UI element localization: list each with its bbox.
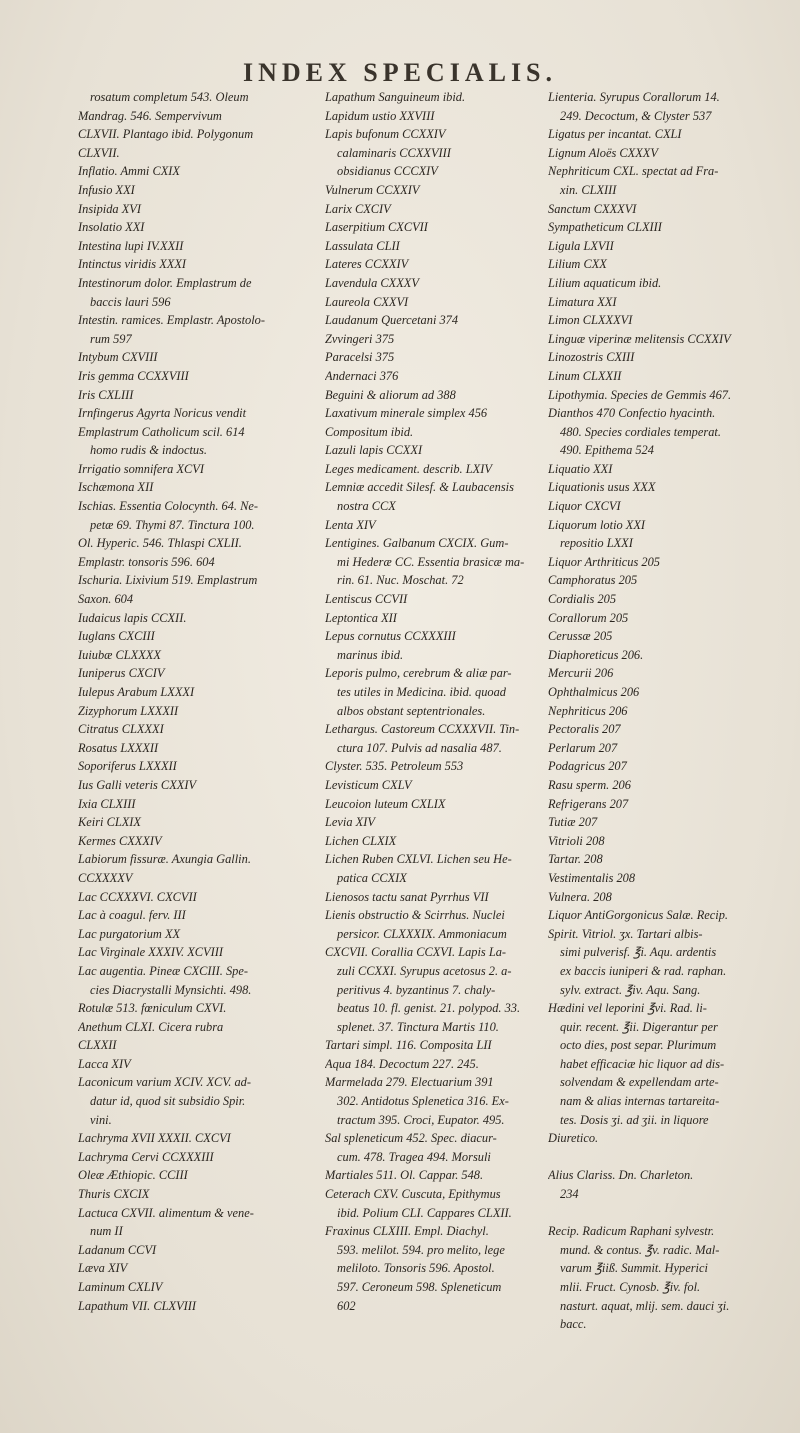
index-entry: Lienis obstructio & Scirrhus. Nuclei: [325, 908, 505, 923]
index-entry: xin. CLXIII: [560, 182, 617, 197]
index-entry: Anethum CLXI. Cicera rubra: [78, 1019, 224, 1034]
index-entry: Insipida XVI: [78, 201, 141, 216]
index-entry: Mandrag. 546. Sempervivum: [78, 108, 222, 123]
index-entry: Infusio XXI: [78, 182, 135, 197]
index-entry: Intestinorum dolor. Emplastrum de: [78, 275, 252, 290]
index-entry: nostra CCX: [337, 499, 396, 514]
index-column-middle: [325, 88, 555, 1315]
index-entry: rin. 61. Nuc. Moschat. 72: [337, 573, 464, 588]
index-column-left: [78, 88, 318, 1315]
index-entry: Zvvingeri 375: [325, 331, 395, 346]
index-entry: Leges medicament. describ. LXIV: [325, 461, 492, 476]
index-entry: Leporis pulmo, cerebrum & aliæ par-: [325, 666, 512, 681]
index-entry: 602: [337, 1298, 356, 1313]
index-entry: marinus ibid.: [337, 647, 404, 662]
index-entry: 593. melilot. 594. pro melito, lege: [337, 1242, 505, 1257]
index-entry: Dianthos 470 Confectio hyacinth.: [548, 406, 716, 421]
index-entry: Læva XIV: [78, 1261, 128, 1276]
index-entry: Lichen CLXIX: [325, 833, 397, 848]
index-entry: repositio LXXI: [560, 536, 633, 551]
index-entry: Camphoratus 205: [548, 573, 638, 588]
index-entry: varum ℥iiß. Summit. Hyperici: [560, 1261, 708, 1276]
index-entry: CLXVII. Plantago ibid. Polygonum: [78, 127, 254, 142]
index-entry: Ischias. Essentia Colocynth. 64. Ne-: [78, 499, 258, 514]
index-entry: Clyster. 535. Petroleum 553: [325, 759, 464, 774]
index-entry: Refrigerans 207: [548, 796, 629, 811]
index-entry: Laserpitium CXCVII: [325, 220, 428, 235]
index-entry: Ladanum CCVI: [78, 1242, 157, 1257]
index-entry: quir. recent. ℥ii. Digerantur per: [560, 1019, 718, 1034]
index-entry: Iulepus Arabum LXXXI: [78, 685, 195, 699]
index-entry: Ius Galli veteris CXXIV: [78, 777, 197, 792]
index-entry: Andernaci 376: [325, 368, 399, 383]
index-entry: rosatum completum 543. Oleum: [90, 90, 249, 104]
index-entry: Vitrioli 208: [548, 833, 605, 848]
index-entry: Larix CXCIV: [325, 201, 391, 216]
index-entry: Insolatio XXI: [78, 220, 145, 235]
index-entry: 597. Ceroneum 598. Spleneticum: [337, 1280, 502, 1294]
index-entry: calaminaris CCXXVIII: [337, 145, 451, 160]
index-entry: Ischæmona XII: [78, 480, 154, 495]
index-entry: Iuniperus CXCIV: [78, 666, 165, 681]
index-entry: persicor. CLXXXIX. Ammoniacum: [337, 926, 507, 941]
index-entry: Lac Virginale XXXIV. XCVIII: [78, 945, 223, 960]
index-entry: Lac purgatorium XX: [78, 926, 181, 941]
index-entry: Intybum CXVIII: [78, 350, 158, 365]
index-entry: Liquatio XXI: [548, 461, 613, 476]
index-entry: 302. Antidotus Splenetica 316. Ex-: [337, 1094, 509, 1109]
index-entry: Soporiferus LXXXII: [78, 759, 177, 774]
index-entry: Iris gemma CCXXVIII: [78, 368, 189, 383]
index-entry: sylv. extract. ℥iv. Aqu. Sang.: [560, 982, 701, 997]
index-entry: Rotulæ 513. fœniculum CXVI.: [78, 1001, 227, 1016]
index-entry: CCXXXXV: [78, 870, 133, 885]
index-entry: nasturt. aquat, mlij. sem. dauci ʒi.: [560, 1298, 730, 1313]
index-entry: Lac à coagul. ferv. III: [78, 908, 186, 923]
index-entry: Ligula LXVII: [548, 238, 614, 253]
index-entry: Lassulata CLII: [325, 238, 400, 253]
index-entry: Zizyphorum LXXXII: [78, 703, 179, 718]
index-entry: mlii. Fruct. Cynosb. ℥iv. fol.: [560, 1280, 701, 1294]
index-entry: Tartari simpl. 116. Composita LII: [325, 1038, 492, 1053]
index-entry: Ixia CLXIII: [78, 796, 136, 811]
index-entry: 490. Epithema 524: [560, 443, 654, 458]
index-entry: Intestin. ramices. Emplastr. Apostolo-: [78, 313, 266, 328]
index-entry: Lapathum Sanguineum ibid.: [325, 90, 466, 104]
index-entry: CLXVII.: [78, 145, 120, 160]
index-entry: Lachryma Cervi CCXXXIII: [78, 1149, 214, 1164]
index-entry: Lazuli lapis CCXXI: [325, 443, 423, 458]
index-entry: Ischuria. Lixivium 519. Emplastrum: [78, 573, 258, 588]
index-entry: [548, 1204, 780, 1223]
index-entry: Sanctum CXXXVI: [548, 201, 637, 216]
index-entry: Ol. Hyperic. 546. Thlaspi CXLII.: [78, 536, 242, 551]
index-entry: cies Diacrystalli Mynsichti. 498.: [90, 982, 252, 997]
index-entry: CXCVII. Corallia CCXVI. Lapis La-: [325, 945, 507, 960]
index-entry: Laxativum minerale simplex 456: [325, 406, 488, 421]
index-entry: Mercurii 206: [548, 666, 614, 681]
index-entry: Ligatus per incantat. CXLI: [548, 127, 682, 142]
index-entry: Sympatheticum CLXIII: [548, 220, 662, 235]
index-entry: Labiorum fissuræ. Axungia Gallin.: [78, 852, 251, 867]
index-entry: Lac augentia. Pineæ CXCIII. Spe-: [78, 963, 248, 978]
index-entry: CLXXII: [78, 1038, 117, 1053]
index-entry: Oleæ Æthiopic. CCIII: [78, 1168, 188, 1183]
index-entry: Cerussæ 205: [548, 629, 613, 644]
index-entry: Liquor Arthriticus 205: [548, 554, 660, 569]
index-entry: Iris CXLIII: [78, 387, 134, 402]
index-entry: Ophthalmicus 206: [548, 685, 640, 699]
index-entry: tes. Dosis ʒi. ad ʒii. in liquore: [560, 1112, 709, 1127]
index-entry: Sal spleneticum 452. Spec. diacur-: [325, 1131, 497, 1146]
index-entry: Intestina lupi IV.XXII: [78, 238, 184, 253]
index-entry: Laudanum Quercetani 374: [325, 313, 459, 328]
index-entry: Inflatio. Ammi CXIX: [78, 164, 180, 179]
index-entry: Iuiubæ CLXXXX: [78, 647, 161, 662]
index-entry: Limon CLXXXVI: [548, 313, 633, 328]
index-entry: Podagricus 207: [548, 759, 627, 774]
index-entry: Lapathum VII. CLXVIII: [78, 1298, 197, 1313]
index-entry: bacc.: [560, 1317, 587, 1332]
index-entry: Diaphoreticus 206.: [548, 647, 644, 662]
index-entry: Rasu sperm. 206: [548, 777, 631, 792]
index-entry: Levia XIV: [325, 815, 375, 830]
index-entry: Tutiæ 207: [548, 815, 598, 830]
index-entry: Lactuca CXVII. alimentum & vene-: [78, 1205, 254, 1220]
index-entry: Lichen Ruben CXLVI. Lichen seu He-: [325, 852, 512, 867]
index-entry: Corallorum 205: [548, 610, 629, 625]
index-column-right: [548, 88, 780, 1334]
index-entry: Spirit. Vitriol. ʒx. Tartari albis-: [548, 926, 703, 941]
index-entry: Laureola CXXVI: [325, 294, 409, 309]
index-entry: Vestimentalis 208: [548, 870, 636, 885]
index-entry: Emplastr. tonsoris 596. 604: [78, 554, 215, 569]
index-entry: Diuretico.: [548, 1131, 599, 1146]
index-entry: Liquationis usus XXX: [548, 480, 656, 495]
index-entry: Lenta XIV: [325, 517, 376, 532]
index-entry: petæ 69. Thymi 87. Tinctura 100.: [90, 517, 255, 532]
index-entry: Lapidum ustio XXVIII: [325, 108, 435, 123]
index-entry: cum. 478. Tragea 494. Morsuli: [337, 1149, 491, 1164]
index-entry: Linum CLXXII: [548, 368, 622, 383]
index-entry: Lapis bufonum CCXXIV: [325, 127, 446, 142]
index-entry: 480. Species cordiales temperat.: [560, 424, 721, 439]
page-title: INDEX SPECIALIS.: [242, 58, 558, 87]
index-entry: homo rudis & indoctus.: [90, 443, 208, 458]
index-entry: Lacca XIV: [78, 1056, 131, 1071]
index-entry: Keiri CLXIX: [78, 815, 141, 830]
index-entry: mi Hederæ CC. Essentia brasicæ ma-: [337, 554, 525, 569]
index-entry: Lentigines. Galbanum CXCIX. Gum-: [325, 536, 509, 551]
index-entry: Lepus cornutus CCXXXIII: [325, 629, 456, 644]
index-entry: Saxon. 604: [78, 592, 134, 607]
index-entry: Rosatus LXXXII: [78, 740, 159, 755]
index-entry: Irrigatio somnifera XCVI: [78, 461, 204, 476]
index-entry: Intinctus viridis XXXI: [78, 257, 187, 272]
index-entry: Iudaicus lapis CCXII.: [78, 610, 187, 625]
index-entry: Laconicum varium XCIV. XCV. ad-: [78, 1075, 252, 1090]
index-entry: Hædini vel leporini ℥vi. Rad. li-: [548, 1001, 707, 1016]
index-entry: [548, 1148, 780, 1167]
index-entry: Lipothymia. Species de Gemmis 467.: [548, 387, 732, 402]
index-entry: num II: [90, 1224, 123, 1239]
index-entry: peritivus 4. byzantinus 7. chaly-: [337, 982, 496, 997]
index-entry: datur id, quod sit subsidio Spir.: [90, 1094, 246, 1109]
index-entry: Fraxinus CLXIII. Empl. Diachyl.: [325, 1224, 489, 1239]
index-entry: baccis lauri 596: [90, 294, 171, 309]
index-entry: ex baccis iuniperi & rad. raphan.: [560, 963, 727, 978]
index-entry: Aqua 184. Decoctum 227. 245.: [325, 1056, 479, 1071]
index-entry: Lienteria. Syrupus Corallorum 14.: [548, 90, 720, 104]
index-entry: Ceterach CXV. Cuscuta, Epithymus: [325, 1187, 501, 1202]
index-entry: splenet. 37. Tinctura Martis 110.: [337, 1019, 499, 1034]
index-entry: Cordialis 205: [548, 592, 617, 607]
index-entry: Emplastrum Catholicum scil. 614: [78, 424, 245, 439]
index-entry: Nephriticus 206: [548, 703, 628, 718]
index-entry: Linguæ viperinæ melitensis CCXXIV: [548, 331, 731, 346]
index-entry: patica CCXIX: [337, 870, 407, 885]
index-entry: tes utiles in Medicina. ibid. quoad: [337, 685, 506, 699]
index-entry: Irnfingerus Agyrta Noricus vendit: [78, 406, 247, 421]
index-entry: Lachryma XVII XXXII. CXCVI: [78, 1131, 231, 1146]
index-entry: 249. Decoctum, & Clyster 537: [560, 108, 712, 123]
index-entry: Lavendula CXXXV: [325, 275, 419, 290]
index-entry: Vulnerum CCXXIV: [325, 182, 420, 197]
index-entry: Vulnera. 208: [548, 889, 612, 904]
index-entry: Lac CCXXXVI. CXCVII: [78, 889, 197, 904]
index-entry: Liquor CXCVI: [548, 499, 621, 514]
index-entry: Alius Clariss. Dn. Charleton.: [548, 1168, 694, 1183]
index-entry: Paracelsi 375: [325, 350, 395, 365]
index-entry: Lienosos tactu sanat Pyrrhus VII: [325, 889, 489, 904]
index-entry: Lilium aquaticum ibid.: [548, 275, 662, 290]
index-entry: Lignum Aloës CXXXV: [548, 145, 658, 160]
index-entry: meliloto. Tonsoris 596. Apostol.: [337, 1261, 495, 1276]
index-entry: rum 597: [90, 331, 132, 346]
index-entry: Perlarum 207: [548, 740, 618, 755]
index-entry: Leucoion luteum CXLIX: [325, 796, 446, 811]
index-entry: habet efficaciæ hic liquor ad dis-: [560, 1056, 725, 1071]
index-entry: Lentiscus CCVII: [325, 592, 408, 607]
index-entry: Lethargus. Castoreum CCXXXVII. Tin-: [325, 722, 520, 737]
index-entry: Liquorum lotio XXI: [548, 517, 646, 532]
index-entry: Limatura XXI: [548, 294, 617, 309]
index-entry: Levisticum CXLV: [325, 777, 412, 792]
index-entry: Leptontica XII: [325, 610, 397, 625]
index-entry: Tartar. 208: [548, 852, 603, 867]
index-entry: albos obstant septentrionales.: [337, 703, 486, 718]
index-entry: Liquor AntiGorgonicus Salæ. Recip.: [548, 908, 729, 923]
index-entry: solvendam & expellendam arte-: [560, 1075, 719, 1090]
index-entry: vini.: [90, 1112, 112, 1127]
index-entry: octo dies, post separ. Plurimum: [560, 1038, 717, 1053]
index-entry: tractum 395. Croci, Eupator. 495.: [337, 1112, 505, 1127]
index-entry: Linozostris CXIII: [548, 350, 635, 365]
index-entry: ctura 107. Pulvis ad nasalia 487.: [337, 740, 502, 755]
index-entry: nam & alias internas tartareita-: [560, 1094, 720, 1109]
index-entry: Lemniæ accedit Silesf. & Laubacensis: [325, 480, 514, 495]
index-entry: Kermes CXXXIV: [78, 833, 162, 848]
index-entry: Lateres CCXXIV: [325, 257, 409, 272]
index-entry: Iuglans CXCIII: [78, 629, 155, 644]
index-entry: ibid. Polium CLI. Cappares CLXII.: [337, 1205, 512, 1220]
index-entry: beatus 10. fl. genist. 21. polypod. 33.: [337, 1001, 521, 1016]
index-entry: Marmelada 279. Electuarium 391: [325, 1075, 494, 1090]
index-entry: zuli CCXXI. Syrupus acetosus 2. a-: [337, 963, 512, 978]
index-entry: Lilium CXX: [548, 257, 607, 272]
index-entry: obsidianus CCCXIV: [337, 164, 438, 179]
index-entry: Thuris CXCIX: [78, 1187, 150, 1202]
index-entry: Recip. Radicum Raphani sylvestr.: [548, 1224, 715, 1239]
index-entry: 234: [560, 1187, 579, 1202]
index-entry: Laminum CXLIV: [78, 1280, 163, 1294]
index-entry: Pectoralis 207: [548, 722, 621, 737]
index-entry: Nephriticum CXL. spectat ad Fra-: [548, 164, 719, 179]
index-entry: Compositum ibid.: [325, 424, 414, 439]
index-entry: simi pulverisf. ℥i. Aqu. ardentis: [560, 945, 717, 960]
index-entry: Citratus CLXXXI: [78, 722, 164, 737]
index-entry: Martiales 511. Ol. Cappar. 548.: [325, 1168, 484, 1183]
index-entry: mund. & contus. ℥v. radic. Mal-: [560, 1242, 720, 1257]
index-entry: Beguini & aliorum ad 388: [325, 387, 456, 402]
